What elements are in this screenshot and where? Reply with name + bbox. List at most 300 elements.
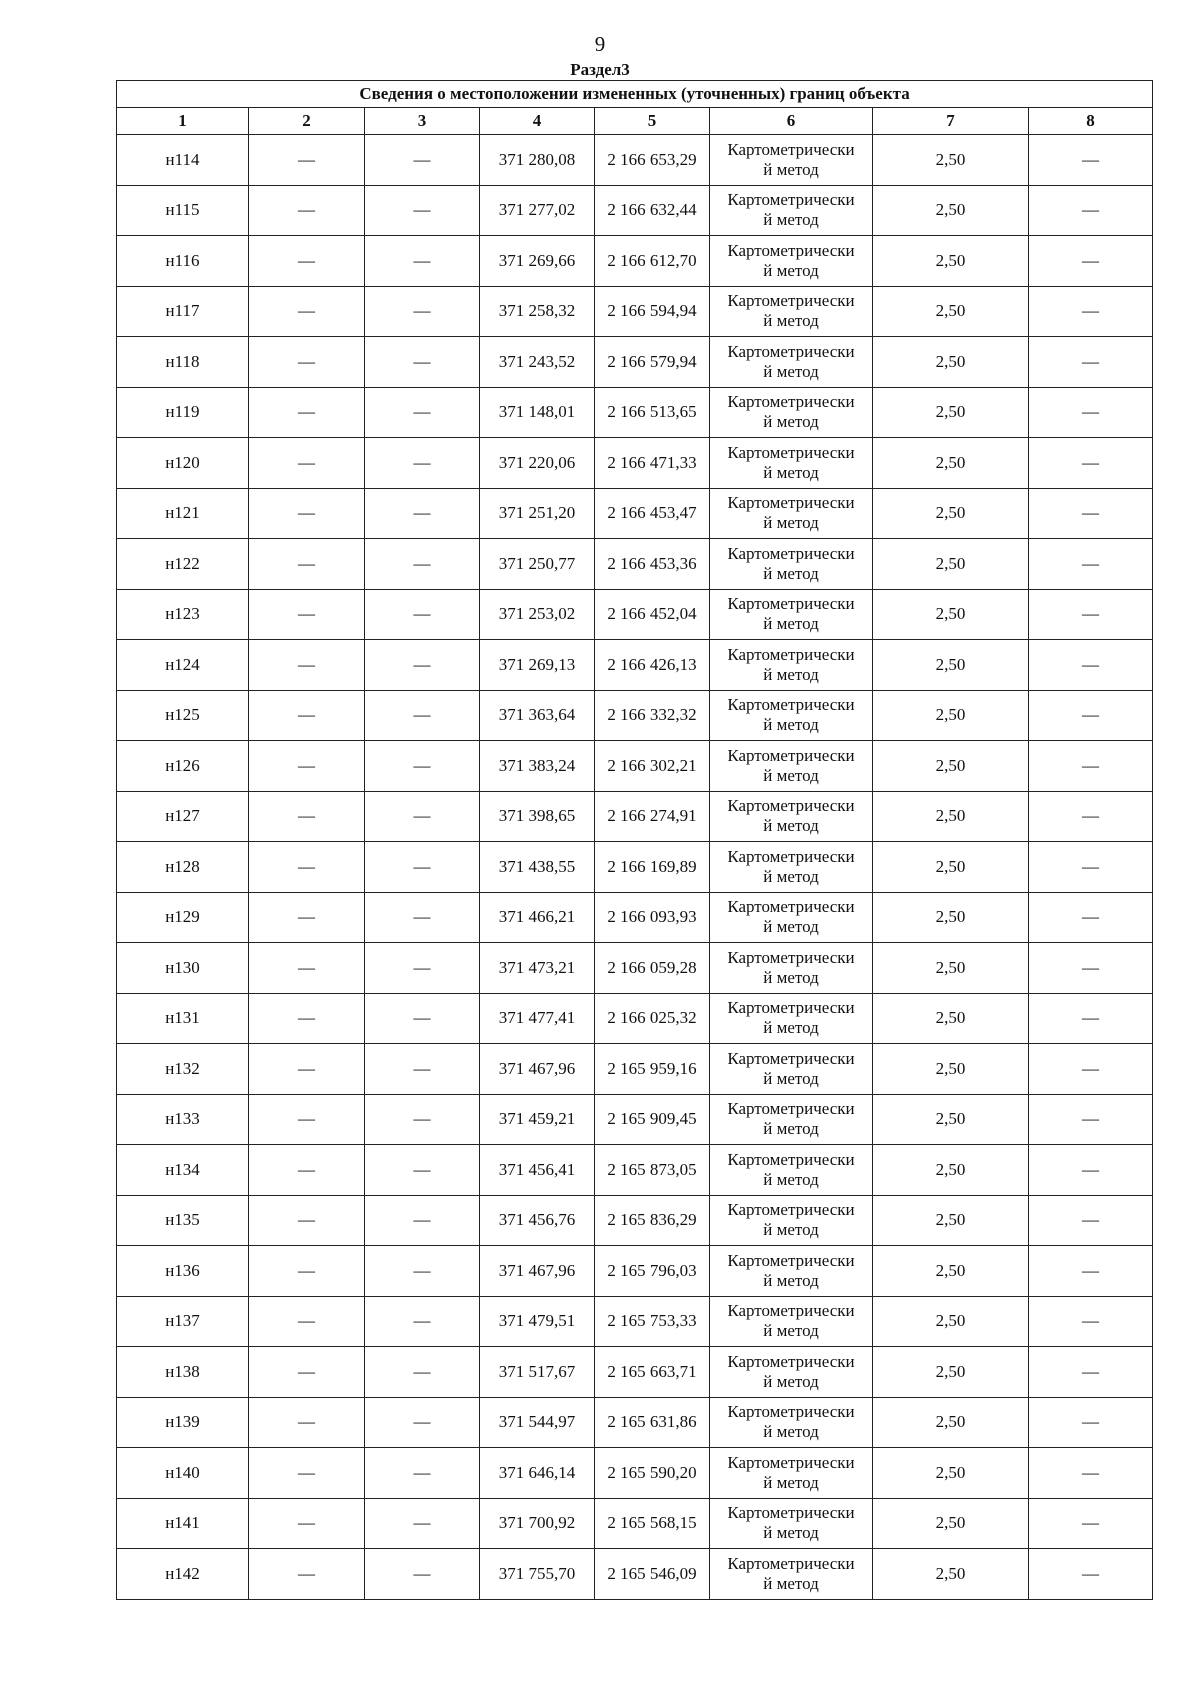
column-2-cell: — — [249, 1145, 365, 1196]
method-line-1: Картометрически — [727, 695, 855, 715]
table-row — [117, 690, 1153, 741]
x-coordinate-cell: 371 251,20 — [480, 488, 595, 539]
accuracy-cell: 2,50 — [873, 1549, 1029, 1600]
column-header: 7 — [873, 108, 1029, 135]
y-coordinate-cell: 2 165 796,03 — [595, 1246, 710, 1297]
method-line-1: Картометрически — [727, 392, 855, 412]
column-8-cell: — — [1029, 488, 1153, 539]
column-8-cell: — — [1029, 1296, 1153, 1347]
column-2-cell: — — [249, 438, 365, 489]
method-line-2: й метод — [763, 311, 819, 331]
column-3-cell: — — [365, 943, 480, 994]
method-line-1: Картометрически — [727, 1099, 855, 1119]
method-line-1: Картометрически — [727, 1503, 855, 1523]
accuracy-cell: 2,50 — [873, 690, 1029, 741]
method-cell — [710, 438, 873, 489]
column-8-cell: — — [1029, 539, 1153, 590]
column-2-cell: — — [249, 589, 365, 640]
method-cell — [710, 640, 873, 691]
column-8-cell: — — [1029, 337, 1153, 388]
accuracy-cell: 2,50 — [873, 842, 1029, 893]
table-row — [117, 236, 1153, 287]
point-name-cell: н135 — [117, 1195, 249, 1246]
x-coordinate-cell: 371 220,06 — [480, 438, 595, 489]
column-3-cell: — — [365, 236, 480, 287]
point-name-cell: н114 — [117, 135, 249, 186]
table-row — [117, 943, 1153, 994]
method-line-1: Картометрически — [727, 1149, 855, 1169]
y-coordinate-cell: 2 165 909,45 — [595, 1094, 710, 1145]
point-name-cell: н125 — [117, 690, 249, 741]
method-cell — [710, 1195, 873, 1246]
table-row — [117, 387, 1153, 438]
method-cell — [710, 842, 873, 893]
method-cell — [710, 135, 873, 186]
method-cell — [710, 1296, 873, 1347]
method-cell — [710, 993, 873, 1044]
y-coordinate-cell: 2 165 568,15 — [595, 1498, 710, 1549]
column-3-cell: — — [365, 741, 480, 792]
column-8-cell: — — [1029, 1246, 1153, 1297]
y-coordinate-cell: 2 166 093,93 — [595, 892, 710, 943]
y-coordinate-cell: 2 165 836,29 — [595, 1195, 710, 1246]
method-cell — [710, 236, 873, 287]
table-row — [117, 993, 1153, 1044]
method-cell — [710, 185, 873, 236]
method-line-2: й метод — [763, 412, 819, 432]
method-cell — [710, 589, 873, 640]
y-coordinate-cell: 2 166 632,44 — [595, 185, 710, 236]
x-coordinate-cell: 371 253,02 — [480, 589, 595, 640]
accuracy-cell: 2,50 — [873, 1044, 1029, 1095]
table-row — [117, 1549, 1153, 1600]
column-8-cell: — — [1029, 943, 1153, 994]
method-cell — [710, 1347, 873, 1398]
point-name-cell: н140 — [117, 1448, 249, 1499]
method-line-2: й метод — [763, 361, 819, 381]
column-8-cell: — — [1029, 1498, 1153, 1549]
point-name-cell: н115 — [117, 185, 249, 236]
column-2-cell: — — [249, 791, 365, 842]
method-line-1: Картометрически — [727, 240, 855, 260]
x-coordinate-cell: 371 250,77 — [480, 539, 595, 590]
x-coordinate-cell: 371 479,51 — [480, 1296, 595, 1347]
method-cell — [710, 791, 873, 842]
accuracy-cell: 2,50 — [873, 438, 1029, 489]
column-8-cell: — — [1029, 690, 1153, 741]
column-8-cell: — — [1029, 1549, 1153, 1600]
table-row — [117, 1296, 1153, 1347]
method-line-1: Картометрически — [727, 998, 855, 1018]
y-coordinate-cell: 2 166 453,47 — [595, 488, 710, 539]
column-3-cell: — — [365, 1044, 480, 1095]
table-header-row — [117, 108, 1153, 135]
method-line-2: й метод — [763, 614, 819, 634]
y-coordinate-cell: 2 166 332,32 — [595, 690, 710, 741]
column-3-cell: — — [365, 1195, 480, 1246]
point-name-cell: н124 — [117, 640, 249, 691]
x-coordinate-cell: 371 363,64 — [480, 690, 595, 741]
y-coordinate-cell: 2 166 452,04 — [595, 589, 710, 640]
method-line-1: Картометрически — [727, 644, 855, 664]
table-row — [117, 539, 1153, 590]
column-3-cell: — — [365, 640, 480, 691]
method-line-1: Картометрически — [727, 341, 855, 361]
x-coordinate-cell: 371 269,13 — [480, 640, 595, 691]
column-3-cell: — — [365, 135, 480, 186]
column-8-cell: — — [1029, 236, 1153, 287]
table-row — [117, 185, 1153, 236]
column-2-cell: — — [249, 640, 365, 691]
section-title: Раздел3 — [570, 60, 630, 79]
column-3-cell: — — [365, 438, 480, 489]
column-header: 8 — [1029, 108, 1153, 135]
x-coordinate-cell: 371 398,65 — [480, 791, 595, 842]
point-name-cell: н132 — [117, 1044, 249, 1095]
column-3-cell: — — [365, 488, 480, 539]
method-line-2: й метод — [763, 1321, 819, 1341]
method-line-1: Картометрически — [727, 543, 855, 563]
method-line-1: Картометрически — [727, 139, 855, 159]
point-name-cell: н137 — [117, 1296, 249, 1347]
x-coordinate-cell: 371 646,14 — [480, 1448, 595, 1499]
column-2-cell: — — [249, 1044, 365, 1095]
method-line-2: й метод — [763, 210, 819, 230]
method-line-1: Картометрически — [727, 1553, 855, 1573]
method-line-1: Картометрически — [727, 1452, 855, 1472]
method-cell — [710, 387, 873, 438]
column-header: 6 — [710, 108, 873, 135]
x-coordinate-cell: 371 243,52 — [480, 337, 595, 388]
method-line-1: Картометрически — [727, 1351, 855, 1371]
column-3-cell: — — [365, 892, 480, 943]
point-name-cell: н118 — [117, 337, 249, 388]
y-coordinate-cell: 2 166 513,65 — [595, 387, 710, 438]
x-coordinate-cell: 371 280,08 — [480, 135, 595, 186]
column-header: 5 — [595, 108, 710, 135]
column-2-cell: — — [249, 1448, 365, 1499]
point-name-cell: н139 — [117, 1397, 249, 1448]
method-line-2: й метод — [763, 866, 819, 886]
x-coordinate-cell: 371 277,02 — [480, 185, 595, 236]
method-line-1: Картометрически — [727, 291, 855, 311]
column-3-cell: — — [365, 387, 480, 438]
column-2-cell: — — [249, 690, 365, 741]
column-8-cell: — — [1029, 1145, 1153, 1196]
column-8-cell: — — [1029, 640, 1153, 691]
method-line-1: Картометрически — [727, 897, 855, 917]
accuracy-cell: 2,50 — [873, 1397, 1029, 1448]
point-name-cell: н131 — [117, 993, 249, 1044]
method-cell — [710, 337, 873, 388]
x-coordinate-cell: 371 148,01 — [480, 387, 595, 438]
column-header: 4 — [480, 108, 595, 135]
y-coordinate-cell: 2 166 453,36 — [595, 539, 710, 590]
method-line-2: й метод — [763, 1472, 819, 1492]
column-3-cell: — — [365, 993, 480, 1044]
method-cell — [710, 539, 873, 590]
accuracy-cell: 2,50 — [873, 135, 1029, 186]
method-cell — [710, 1145, 873, 1196]
column-2-cell: — — [249, 286, 365, 337]
method-line-1: Картометрически — [727, 442, 855, 462]
column-3-cell: — — [365, 1094, 480, 1145]
y-coordinate-cell: 2 165 590,20 — [595, 1448, 710, 1499]
column-8-cell: — — [1029, 791, 1153, 842]
method-cell — [710, 1397, 873, 1448]
method-line-2: й метод — [763, 816, 819, 836]
column-3-cell: — — [365, 337, 480, 388]
x-coordinate-cell: 371 459,21 — [480, 1094, 595, 1145]
table-row — [117, 337, 1153, 388]
table-row — [117, 1246, 1153, 1297]
method-line-2: й метод — [763, 1169, 819, 1189]
table-row — [117, 842, 1153, 893]
column-2-cell: — — [249, 1549, 365, 1600]
table-row — [117, 1498, 1153, 1549]
accuracy-cell: 2,50 — [873, 993, 1029, 1044]
x-coordinate-cell: 371 438,55 — [480, 842, 595, 893]
method-cell — [710, 892, 873, 943]
column-8-cell: — — [1029, 1397, 1153, 1448]
column-2-cell: — — [249, 1094, 365, 1145]
y-coordinate-cell: 2 166 025,32 — [595, 993, 710, 1044]
accuracy-cell: 2,50 — [873, 1145, 1029, 1196]
y-coordinate-cell: 2 165 663,71 — [595, 1347, 710, 1398]
point-name-cell: н129 — [117, 892, 249, 943]
method-line-1: Картометрически — [727, 1301, 855, 1321]
table-row — [117, 286, 1153, 337]
accuracy-cell: 2,50 — [873, 892, 1029, 943]
table-row — [117, 892, 1153, 943]
y-coordinate-cell: 2 165 873,05 — [595, 1145, 710, 1196]
method-cell — [710, 1094, 873, 1145]
column-2-cell: — — [249, 337, 365, 388]
method-line-2: й метод — [763, 1422, 819, 1442]
x-coordinate-cell: 371 456,41 — [480, 1145, 595, 1196]
method-line-1: Картометрически — [727, 846, 855, 866]
column-2-cell: — — [249, 387, 365, 438]
table-row — [117, 640, 1153, 691]
column-3-cell: — — [365, 185, 480, 236]
accuracy-cell: 2,50 — [873, 488, 1029, 539]
column-header: 2 — [249, 108, 365, 135]
method-line-2: й метод — [763, 563, 819, 583]
x-coordinate-cell: 371 700,92 — [480, 1498, 595, 1549]
accuracy-cell: 2,50 — [873, 337, 1029, 388]
column-2-cell: — — [249, 741, 365, 792]
column-3-cell: — — [365, 1296, 480, 1347]
column-8-cell: — — [1029, 387, 1153, 438]
x-coordinate-cell: 371 466,21 — [480, 892, 595, 943]
column-2-cell: — — [249, 943, 365, 994]
point-name-cell: н122 — [117, 539, 249, 590]
column-8-cell: — — [1029, 1347, 1153, 1398]
column-3-cell: — — [365, 1448, 480, 1499]
y-coordinate-cell: 2 166 653,29 — [595, 135, 710, 186]
method-cell — [710, 1044, 873, 1095]
column-3-cell: — — [365, 589, 480, 640]
method-line-2: й метод — [763, 462, 819, 482]
table-row — [117, 488, 1153, 539]
point-name-cell: н116 — [117, 236, 249, 287]
method-line-2: й метод — [763, 765, 819, 785]
accuracy-cell: 2,50 — [873, 185, 1029, 236]
column-2-cell: — — [249, 993, 365, 1044]
accuracy-cell: 2,50 — [873, 640, 1029, 691]
y-coordinate-cell: 2 166 169,89 — [595, 842, 710, 893]
column-2-cell: — — [249, 842, 365, 893]
method-line-2: й метод — [763, 1573, 819, 1593]
method-line-1: Картометрически — [727, 1048, 855, 1068]
x-coordinate-cell: 371 473,21 — [480, 943, 595, 994]
x-coordinate-cell: 371 383,24 — [480, 741, 595, 792]
method-line-2: й метод — [763, 1068, 819, 1088]
column-2-cell: — — [249, 236, 365, 287]
column-8-cell: — — [1029, 286, 1153, 337]
column-2-cell: — — [249, 1296, 365, 1347]
method-line-1: Картометрически — [727, 1250, 855, 1270]
y-coordinate-cell: 2 165 959,16 — [595, 1044, 710, 1095]
accuracy-cell: 2,50 — [873, 1195, 1029, 1246]
y-coordinate-cell: 2 165 631,86 — [595, 1397, 710, 1448]
point-name-cell: н127 — [117, 791, 249, 842]
column-3-cell: — — [365, 1549, 480, 1600]
method-line-2: й метод — [763, 1119, 819, 1139]
y-coordinate-cell: 2 166 579,94 — [595, 337, 710, 388]
column-header: 3 — [365, 108, 480, 135]
method-line-2: й метод — [763, 664, 819, 684]
y-coordinate-cell: 2 166 594,94 — [595, 286, 710, 337]
method-line-2: й метод — [763, 917, 819, 937]
point-name-cell: н123 — [117, 589, 249, 640]
point-name-cell: н121 — [117, 488, 249, 539]
method-line-1: Картометрически — [727, 190, 855, 210]
method-cell — [710, 943, 873, 994]
column-8-cell: — — [1029, 842, 1153, 893]
method-line-1: Картометрически — [727, 594, 855, 614]
method-line-2: й метод — [763, 715, 819, 735]
table-row — [117, 741, 1153, 792]
point-name-cell: н134 — [117, 1145, 249, 1196]
method-cell — [710, 690, 873, 741]
method-line-2: й метод — [763, 513, 819, 533]
method-line-2: й метод — [763, 1018, 819, 1038]
method-line-1: Картометрически — [727, 1402, 855, 1422]
column-8-cell: — — [1029, 438, 1153, 489]
point-name-cell: н119 — [117, 387, 249, 438]
accuracy-cell: 2,50 — [873, 589, 1029, 640]
method-line-1: Картометрически — [727, 745, 855, 765]
table-row — [117, 438, 1153, 489]
column-3-cell: — — [365, 842, 480, 893]
table-caption: Сведения о местоположении измененных (уточненных) границ объекта — [117, 81, 1153, 108]
column-2-cell: — — [249, 135, 365, 186]
method-line-2: й метод — [763, 1523, 819, 1543]
column-header: 1 — [117, 108, 249, 135]
x-coordinate-cell: 371 258,32 — [480, 286, 595, 337]
x-coordinate-cell: 371 755,70 — [480, 1549, 595, 1600]
accuracy-cell: 2,50 — [873, 741, 1029, 792]
method-line-1: Картометрически — [727, 796, 855, 816]
accuracy-cell: 2,50 — [873, 1094, 1029, 1145]
method-line-1: Картометрически — [727, 1200, 855, 1220]
method-cell — [710, 1549, 873, 1600]
column-8-cell: — — [1029, 1094, 1153, 1145]
point-name-cell: н138 — [117, 1347, 249, 1398]
column-3-cell: — — [365, 1347, 480, 1398]
x-coordinate-cell: 371 544,97 — [480, 1397, 595, 1448]
table-row — [117, 135, 1153, 186]
column-3-cell: — — [365, 690, 480, 741]
accuracy-cell: 2,50 — [873, 236, 1029, 287]
column-3-cell: — — [365, 1498, 480, 1549]
method-cell — [710, 488, 873, 539]
y-coordinate-cell: 2 166 059,28 — [595, 943, 710, 994]
table-row — [117, 589, 1153, 640]
column-3-cell: — — [365, 791, 480, 842]
method-line-2: й метод — [763, 260, 819, 280]
method-cell — [710, 1448, 873, 1499]
x-coordinate-cell: 371 269,66 — [480, 236, 595, 287]
column-2-cell: — — [249, 892, 365, 943]
accuracy-cell: 2,50 — [873, 1246, 1029, 1297]
table-caption-row — [117, 81, 1153, 108]
accuracy-cell: 2,50 — [873, 1498, 1029, 1549]
column-8-cell: — — [1029, 589, 1153, 640]
accuracy-cell: 2,50 — [873, 387, 1029, 438]
x-coordinate-cell: 371 477,41 — [480, 993, 595, 1044]
method-cell — [710, 286, 873, 337]
column-3-cell: — — [365, 1145, 480, 1196]
column-8-cell: — — [1029, 1195, 1153, 1246]
point-name-cell: н128 — [117, 842, 249, 893]
method-line-2: й метод — [763, 159, 819, 179]
y-coordinate-cell: 2 165 753,33 — [595, 1296, 710, 1347]
x-coordinate-cell: 371 456,76 — [480, 1195, 595, 1246]
point-name-cell: н142 — [117, 1549, 249, 1600]
column-2-cell: — — [249, 1347, 365, 1398]
column-3-cell: — — [365, 1397, 480, 1448]
method-line-2: й метод — [763, 967, 819, 987]
y-coordinate-cell: 2 166 612,70 — [595, 236, 710, 287]
column-3-cell: — — [365, 1246, 480, 1297]
column-8-cell: — — [1029, 1448, 1153, 1499]
method-cell — [710, 741, 873, 792]
column-2-cell: — — [249, 185, 365, 236]
y-coordinate-cell: 2 165 546,09 — [595, 1549, 710, 1600]
method-cell — [710, 1246, 873, 1297]
method-line-2: й метод — [763, 1371, 819, 1391]
x-coordinate-cell: 371 517,67 — [480, 1347, 595, 1398]
table-body — [117, 135, 1153, 1600]
table-row — [117, 1145, 1153, 1196]
method-line-2: й метод — [763, 1270, 819, 1290]
column-8-cell: — — [1029, 1044, 1153, 1095]
y-coordinate-cell: 2 166 274,91 — [595, 791, 710, 842]
accuracy-cell: 2,50 — [873, 286, 1029, 337]
accuracy-cell: 2,50 — [873, 791, 1029, 842]
point-name-cell: н141 — [117, 1498, 249, 1549]
table-row — [117, 1195, 1153, 1246]
column-8-cell: — — [1029, 993, 1153, 1044]
method-cell — [710, 1498, 873, 1549]
column-8-cell: — — [1029, 185, 1153, 236]
point-name-cell: н117 — [117, 286, 249, 337]
column-2-cell: — — [249, 488, 365, 539]
column-8-cell: — — [1029, 741, 1153, 792]
accuracy-cell: 2,50 — [873, 1296, 1029, 1347]
